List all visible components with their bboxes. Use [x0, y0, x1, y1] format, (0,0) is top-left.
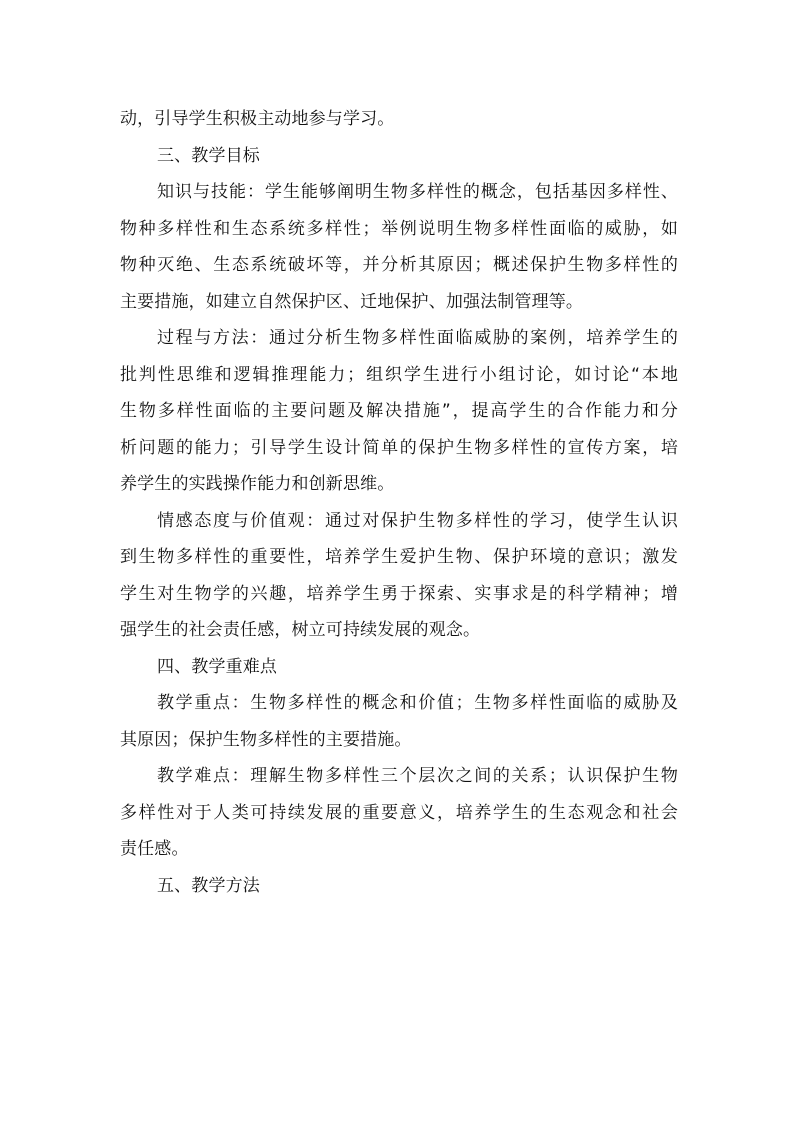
- heading-text: 五、教学方法: [157, 875, 260, 896]
- paragraph-intro-tail: [120, 101, 678, 138]
- text-line: 知识与技能：学生能够阐明生物多样性的概念，包括基因多样性、: [157, 182, 678, 202]
- text-line: 析问题的能力；引导学生设计简单的保护生物多样性的宣传方案，培: [120, 437, 678, 458]
- section-heading-teaching-methods: [120, 868, 678, 905]
- text-line: 学生对生物学的兴趣，培养学生勇于探索、实事求是的科学精神；增: [120, 583, 678, 604]
- paragraph-difficult-points: [120, 758, 678, 868]
- text-line: 过程与方法：通过分析生物多样性面临威胁的案例，培养学生的: [157, 328, 678, 348]
- heading-text: 三、教学目标: [157, 145, 260, 166]
- text-line: 多样性对于人类可持续发展的重要意义，培养学生的生态观念和社会: [120, 802, 678, 823]
- text-line: 教学难点：理解生物多样性三个层次之间的关系；认识保护生物: [157, 766, 678, 786]
- text-line: 其原因；保护生物多样性的主要措施。: [120, 729, 412, 750]
- text-line: 情感态度与价值观：通过对保护生物多样性的学习，使学生认识: [157, 510, 678, 531]
- text-line: 生物多样性面临的主要问题及解决措施”，提高学生的合作能力和分: [120, 401, 678, 421]
- text-line: 动，引导学生积极主动地参与学习。: [120, 109, 395, 129]
- text-line: 批判性思维和逻辑推理能力；组织学生进行小组讨论，如讨论“本地: [120, 364, 678, 385]
- document-body: [120, 101, 678, 904]
- section-heading-teaching-objectives: [120, 138, 678, 175]
- paragraph-knowledge-skills: [120, 174, 678, 320]
- text-line: 物种灭绝、生态系统破坏等，并分析其原因；概述保护生物多样性的: [120, 255, 678, 275]
- section-heading-key-difficult-points: [120, 649, 678, 686]
- paragraph-emotion-values: [120, 503, 678, 649]
- text-line: 教学重点：生物多样性的概念和价值；生物多样性面临的威胁及: [157, 693, 678, 713]
- paragraph-key-points: [120, 685, 678, 758]
- paragraph-process-methods: [120, 320, 678, 503]
- text-line: 到生物多样性的重要性，培养学生爱护生物、保护环境的意识；激发: [120, 547, 678, 567]
- text-line: 主要措施，如建立自然保护区、迁地保护、加强法制管理等。: [120, 291, 584, 312]
- text-line: 养学生的实践操作能力和创新思维。: [120, 474, 395, 494]
- heading-text: 四、教学重难点: [157, 656, 278, 677]
- text-line: 责任感。: [120, 839, 189, 859]
- text-line: 强学生的社会责任感，树立可持续发展的观念。: [120, 620, 481, 640]
- text-line: 物种多样性和生态系统多样性；举例说明生物多样性面临的威胁，如: [120, 218, 678, 239]
